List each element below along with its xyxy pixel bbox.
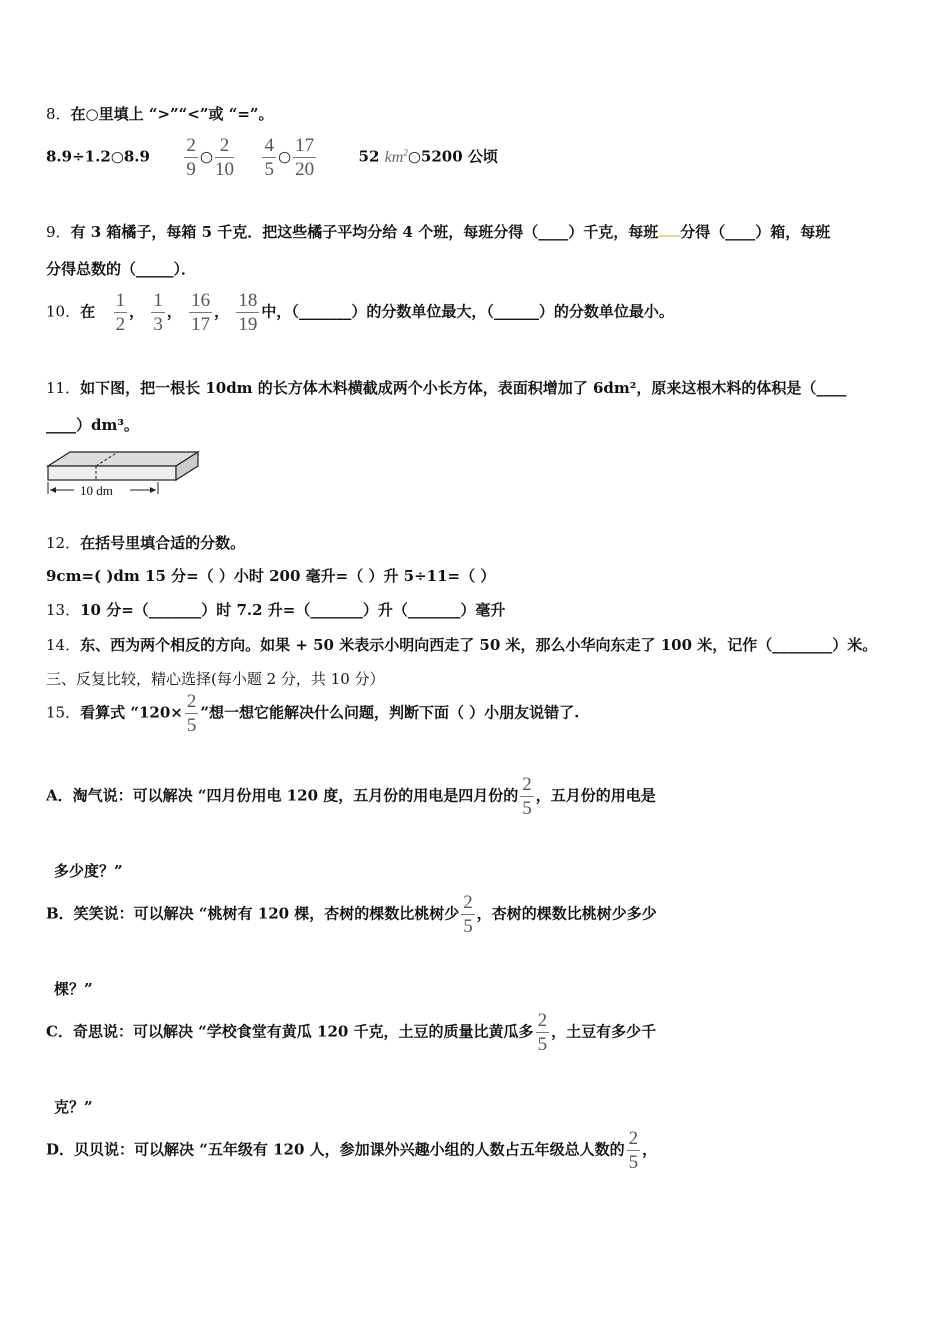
option-d-fraction: $\frac{2}{5}$ [628, 1128, 639, 1173]
option-a-fraction: $\frac{2}{5}$ [522, 774, 532, 819]
q11-text: 如下图，把一根长 10dm 的长方体木料横截成两个小长方体，表面积增加了 6dm²，原来这根木料的体积是（____ [80, 379, 847, 397]
q10-post: 中，（_______）的分数单位最大，（______）的分数单位最小。 [261, 302, 674, 321]
q15-pre: 看算式 “120× [80, 703, 183, 722]
option-a-pre: A．淘气说：可以解决 “四月份用电 120 度，五月份的用电是四月份的 [46, 786, 519, 805]
q8-fraction-1: $\frac{2}{9}$ [186, 135, 196, 180]
q15-number: 15． [46, 703, 81, 722]
q8-circle-2: ○ [277, 147, 292, 166]
q15-post: ”想一想它能解决什么问题，判断下面（ ）小朋友说错了. [200, 703, 580, 722]
q10-sep-3: ， [214, 302, 230, 321]
option-c [46, 1011, 656, 1054]
q11-line1 [46, 377, 846, 398]
q10-pre: 在 [80, 302, 96, 321]
q9-line2: 分得总数的（_____）． [46, 260, 197, 278]
q9-line1 [46, 221, 830, 242]
q8-items [46, 136, 498, 179]
q12-title [46, 532, 245, 553]
fig-label: 10 dm [80, 483, 113, 498]
q10-fraction-3: $\frac{16}{17}$ [191, 290, 211, 335]
option-c-post: ，土豆有多少千 [551, 1022, 657, 1041]
q10-fraction-1: $\frac{1}{2}$ [115, 290, 126, 335]
q10-number: 10． [46, 302, 81, 321]
option-b-pre: B．笑笑说：可以解决 “桃树有 120 棵，杏树的棵数比桃树少 [46, 904, 460, 923]
q11-line2: ____）dm³。 [46, 416, 139, 434]
option-b-cont: 棵？” [54, 980, 93, 998]
q8-text: 在○里填上 “>”“<”或 “=”。 [70, 105, 274, 123]
q13-number: 13． [46, 601, 81, 619]
option-a [46, 775, 656, 818]
q10-fraction-4: $\frac{18}{19}$ [238, 290, 258, 335]
option-c-cont: 克？” [54, 1098, 93, 1116]
q9-number: 9． [46, 223, 71, 241]
q10-line [46, 291, 674, 334]
q15-fraction: $\frac{2}{5}$ [186, 691, 197, 736]
option-d-post: ， [642, 1140, 658, 1159]
q13-text: 10 分=（_______）时 7.2 升=（_______）升（_______）毫升 [80, 601, 506, 619]
q13-line [46, 599, 505, 620]
q14-text: 东、西为两个相反的方向。如果 + 50 米表示小明向西走了 50 米，那么小华向东走了 100 米，记作（________）米。 [80, 636, 878, 654]
q8-number: 8． [46, 105, 71, 123]
highlight-mark [658, 235, 680, 237]
option-b [46, 893, 657, 936]
q10-sep-2: ， [166, 302, 182, 321]
option-b-fraction: $\frac{2}{5}$ [463, 892, 473, 937]
option-c-pre: C．奇思说：可以解决 “学校食堂有黄瓜 120 千克，土豆的质量比黄瓜多 [46, 1022, 534, 1041]
option-d [46, 1129, 657, 1172]
q8-unit: $km^2$ [384, 147, 408, 166]
q14-line [46, 634, 877, 655]
q8-title [46, 103, 274, 124]
option-d-pre: D．贝贝说：可以解决 “五年级有 120 人，参加课外兴趣小组的人数占五年级总人数的 [46, 1140, 625, 1159]
section-3-heading: 三、反复比较，精心选择(每小题 2 分，共 10 分） [46, 670, 385, 688]
option-a-post: ，五月份的用电是 [535, 786, 656, 805]
q8-fraction-4: $\frac{17}{20}$ [295, 135, 315, 180]
option-b-post: ，杏树的棵数比桃树少多少 [476, 904, 657, 923]
q14-number: 14． [46, 636, 81, 654]
q8-item3-post: ○5200 公顷 [407, 147, 498, 166]
q10-sep-1: ， [129, 302, 145, 321]
option-a-cont: 多少度？” [54, 862, 123, 880]
cuboid-figure [46, 446, 206, 498]
q8-fraction-3: $\frac{4}{5}$ [264, 135, 274, 180]
q15-line [46, 692, 579, 735]
q12-text: 在括号里填合适的分数。 [80, 534, 246, 552]
q9-text-b: 分得（____）箱，每班 [680, 223, 831, 241]
q10-fraction-2: $\frac{1}{3}$ [153, 290, 163, 335]
q8-circle-1: ○ [199, 147, 214, 166]
q12-number: 12． [46, 534, 81, 552]
q9-text-a: 有 3 箱橘子，每箱 5 千克．把这些橘子平均分给 4 个班，每班分得（____）千克，每班 [70, 223, 659, 241]
option-c-fraction: $\frac{2}{5}$ [537, 1010, 548, 1055]
q8-item1: 8.9÷1.2○8.9 [46, 147, 150, 166]
q8-item3-pre: 52 [358, 147, 380, 166]
q11-number: 11． [46, 379, 81, 397]
q8-fraction-2: $\frac{2}{10}$ [215, 135, 235, 180]
q12-items: 9cm=( )dm 15 分=（ ）小时 200 毫升=（ ）升 5÷11=（ ） [46, 567, 496, 585]
